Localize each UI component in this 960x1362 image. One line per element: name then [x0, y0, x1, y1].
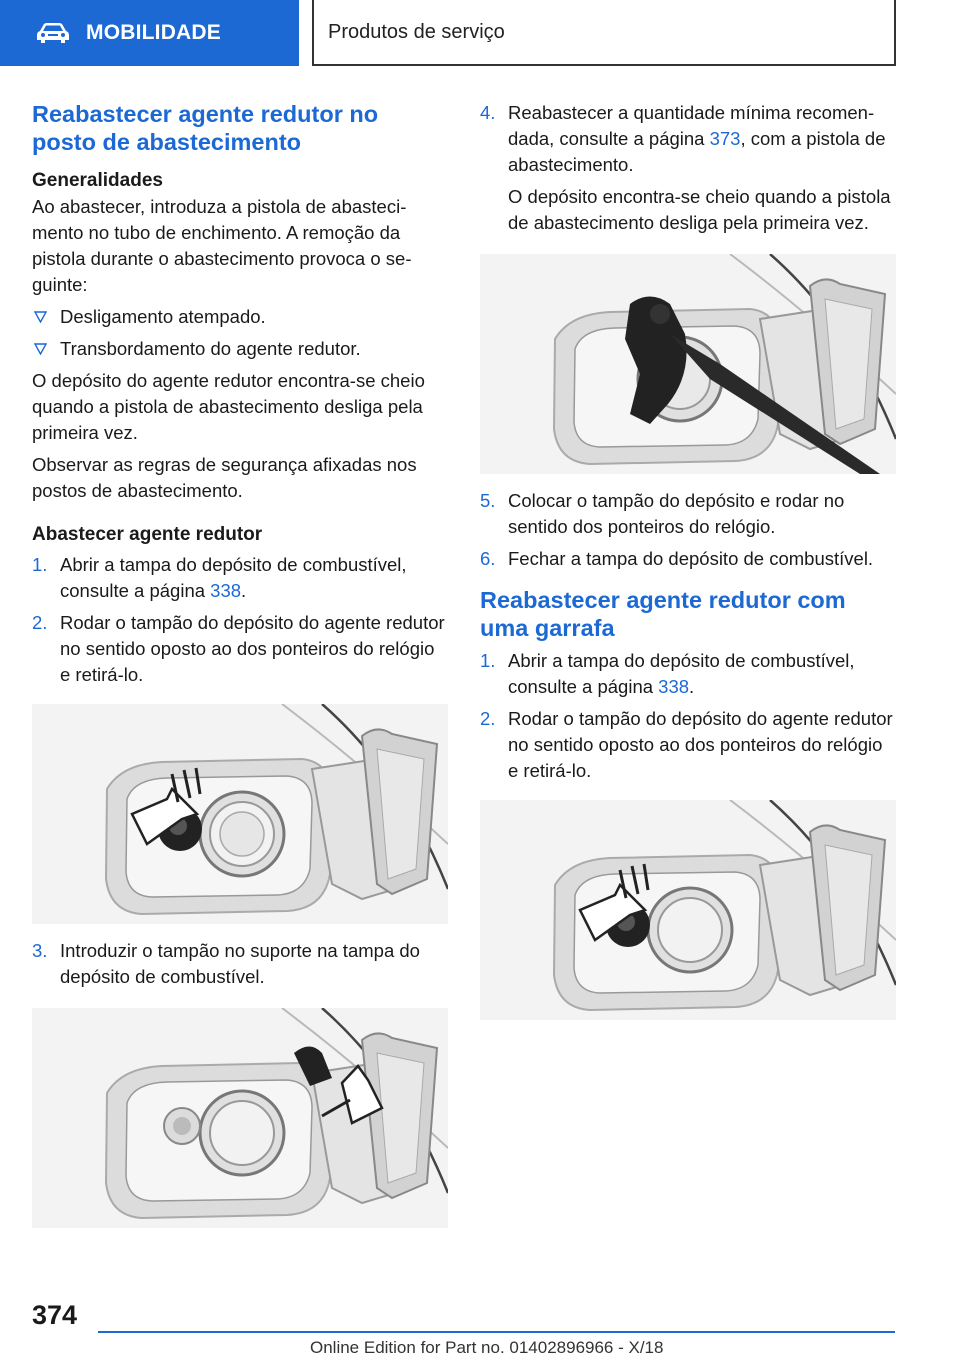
- section-tab: [0, 0, 299, 66]
- right-column: [480, 100, 896, 1034]
- step-3: 3. Introduzir o tampão no suporte na tampa do depósito de combustível.: [32, 940, 420, 987]
- figure-cap-holder: [32, 1008, 448, 1228]
- triangle-bullet-icon: [34, 311, 47, 323]
- page-number: 374: [32, 1300, 78, 1330]
- page-link-338[interactable]: 338: [658, 676, 690, 697]
- left-column: [32, 100, 448, 1242]
- full-tank-note: O depósito do agente redutor encontra-se cheio quando a pistola de abastecimento desliga pela primeira vez.: [32, 370, 425, 443]
- page-link-338[interactable]: 338: [210, 580, 242, 601]
- figure-remove-cap-bottle: [480, 800, 896, 1020]
- section-title: Reabastecer agente redutor no posto de abastecimento: [32, 101, 379, 155]
- step-5: 5. Colocar o tampão do depósito e rodar no sentido dos ponteiros do relógio.: [480, 490, 845, 537]
- step-4: 4. Reabastecer a quantidade mínima recomendada, consulte a página 373, com a pistola de abastecimento. O depósito encontra-se cheio quando a pistola de abastecimento desliga pela primeira vez.: [480, 102, 891, 233]
- refuel-heading: Abastecer agente redutor: [32, 524, 263, 545]
- bottle-step-2: 2. Rodar o tampão do depósito do agente redutor no sentido oposto ao dos ponteiros do relógio e retirá-lo.: [480, 708, 893, 781]
- footer-divider: [98, 1331, 895, 1333]
- step-2: 2. Rodar o tampão do depósito do agente redutor no sentido oposto ao dos ponteiros do relógio e retirá-lo.: [32, 612, 445, 685]
- car-icon: [36, 22, 70, 44]
- list-item: Transbordamento do agente redutor.: [32, 336, 448, 362]
- figure-remove-cap: [32, 704, 448, 924]
- footer-edition: Online Edition for Part no. 01402896966 - X/18: [310, 1338, 664, 1357]
- page-link-373[interactable]: 373: [709, 128, 741, 149]
- step-6: 6. Fechar a tampa do depósito de combustível.: [480, 548, 874, 569]
- figure-refuel-nozzle: [480, 254, 896, 474]
- safety-note: Observar as regras de segurança afixadas nos postos de abastecimento.: [32, 454, 417, 501]
- chapter-title: Produtos de serviço: [312, 0, 896, 66]
- list-item: Desligamento atempado.: [32, 304, 448, 330]
- page-header: [0, 0, 960, 66]
- bottle-section-title: Reabastecer agente redutor com uma garrafa: [480, 587, 846, 641]
- general-heading: Generalidades: [32, 170, 163, 191]
- section-label: MOBILIDADE: [86, 21, 221, 44]
- triangle-bullet-icon: [34, 343, 47, 355]
- bottle-step-1: 1. Abrir a tampa do depósito de combustível, consulte a página 338.: [480, 650, 855, 697]
- general-text: Ao abastecer, introduza a pistola de abastecimento no tubo de enchimento. A remoção da pistola durante o abastecimento provoca o seguinte:: [32, 196, 412, 295]
- step-1: 1. Abrir a tampa do depósito de combustível, consulte a página 338.: [32, 554, 407, 601]
